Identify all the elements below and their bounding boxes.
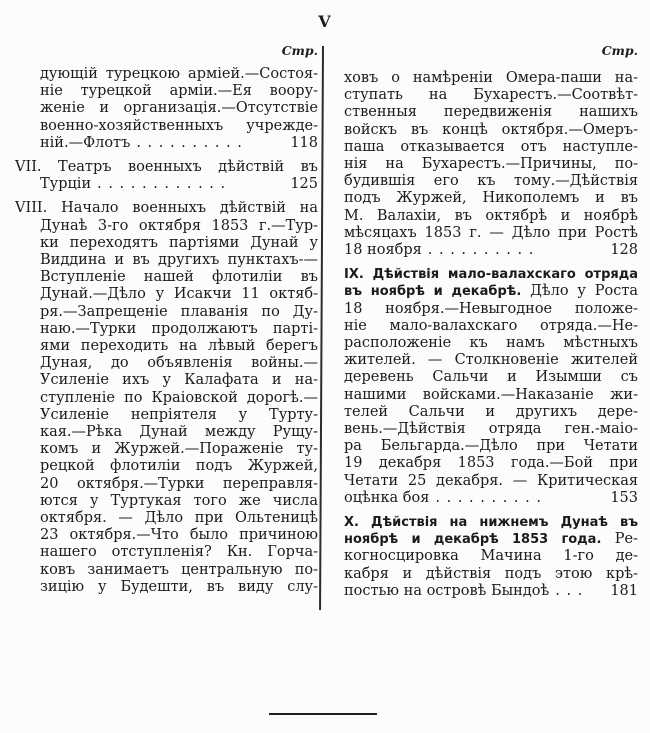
toc-line-text: ря.—Запрещеніе плаванія по Ду- xyxy=(40,303,318,320)
toc-line xyxy=(15,579,318,596)
toc-line xyxy=(15,176,318,193)
dot-leader: . . . . . . . . . . xyxy=(136,134,243,151)
toc-line xyxy=(15,286,318,303)
toc-line xyxy=(335,266,638,283)
toc-line-text: рецкой флотиліи подъ Журжей, xyxy=(40,458,318,475)
toc-line xyxy=(15,269,318,286)
toc-line xyxy=(15,338,318,355)
toc-line xyxy=(15,372,318,389)
toc-line xyxy=(335,190,638,207)
toc-line xyxy=(15,118,318,135)
toc-line xyxy=(15,304,318,321)
toc-line xyxy=(335,283,638,300)
toc-line-text: когносцировка Мачина 1-го де- xyxy=(344,548,638,565)
toc-line xyxy=(15,407,318,424)
toc-line xyxy=(335,473,638,490)
toc-line xyxy=(335,156,638,173)
toc-line xyxy=(335,455,638,472)
toc-line xyxy=(335,335,638,352)
toc-line xyxy=(15,235,318,252)
toc-line-text: кая.—Рѣка Дунай между Рущу- xyxy=(40,424,318,441)
toc-line-text: Вступленіе нашей флотиліи въ xyxy=(40,269,318,286)
toc-line xyxy=(15,159,318,176)
toc-column-left xyxy=(15,66,318,596)
toc-line xyxy=(15,135,318,152)
toc-line-text: М. Валахіи, въ октябрѣ и ноябрѣ xyxy=(344,207,638,224)
toc-line-text: Дунаѣ 3-го октября 1853 г.—Тур- xyxy=(40,217,318,234)
toc-line-text: деревень Сальчи и Изымши съ xyxy=(344,369,638,386)
toc-line-text: ноябрѣ и декабрѣ 1853 года. Ре- xyxy=(344,531,638,548)
right-column-page-abbrev-label: Стр. xyxy=(601,43,638,58)
toc-line-text: 18 ноября xyxy=(344,242,422,259)
toc-line-text: октября. — Дѣло при Ольтеницѣ xyxy=(40,510,318,527)
toc-line-text: постью на островѣ Бындоѣ xyxy=(344,582,550,599)
toc-entry xyxy=(335,266,638,507)
page-ref: 128 xyxy=(610,242,638,259)
toc-line-text: комъ и Журжей.—Пораженіе ту- xyxy=(40,441,318,458)
toc-line-text: телей Сальчи и другихъ дере- xyxy=(344,403,638,420)
toc-line xyxy=(335,514,638,531)
toc-line xyxy=(15,390,318,407)
toc-line xyxy=(15,458,318,475)
toc-line-text: Четати 25 декабря. — Критическая xyxy=(344,472,638,489)
toc-line-text: ки переходятъ партіями Дунай у xyxy=(40,234,318,251)
toc-entry xyxy=(335,70,638,259)
toc-entry xyxy=(15,200,318,596)
toc-line xyxy=(335,87,638,104)
column-divider-rule xyxy=(319,46,324,610)
toc-line-text: дующій турецкою арміей.—Состоя- xyxy=(40,66,318,82)
toc-line xyxy=(15,441,318,458)
toc-line xyxy=(335,387,638,404)
toc-line-text: ственныя передвиженія нашихъ xyxy=(344,104,638,121)
toc-line-text: 18 ноября.—Невыгодное положе- xyxy=(344,300,638,317)
toc-line xyxy=(335,139,638,156)
toc-line-text: X. Дѣйствія на нижнемъ Дунаѣ въ xyxy=(344,515,638,531)
toc-line xyxy=(335,531,638,548)
toc-line-text: наю.—Турки продолжаютъ парті- xyxy=(40,320,318,337)
toc-line xyxy=(335,548,638,565)
toc-line xyxy=(335,104,638,121)
toc-line-text: вень.—Дѣйствія отряда ген.-маіо- xyxy=(344,421,638,438)
toc-entry xyxy=(15,66,318,152)
toc-line-text: кабря и дѣйствія подъ этою крѣ- xyxy=(344,565,638,582)
toc-line xyxy=(335,173,638,190)
toc-line-text: военно-хозяйственныхъ учрежде- xyxy=(40,117,318,134)
dot-leader: . . . xyxy=(555,582,584,599)
toc-line-text: ступленіе по Краіовской дорогѣ.— xyxy=(40,389,318,406)
toc-line xyxy=(15,527,318,544)
toc-line-text: будившія его къ тому.—Дѣйствія xyxy=(344,173,638,190)
toc-entry xyxy=(15,159,318,193)
toc-line-text: ра Бельгарда.—Дѣло при Четати xyxy=(344,438,638,455)
toc-line-text: Дуная, до объявленія войны.— xyxy=(40,355,318,372)
toc-line-text: ями переходить на лѣвый берегъ xyxy=(40,338,318,355)
toc-line-text: мѣсяцахъ 1853 г. — Дѣло при Ростѣ xyxy=(344,224,638,241)
toc-line-text: женіе и организація.—Отсутствіе xyxy=(40,100,318,117)
toc-line xyxy=(15,562,318,579)
toc-line xyxy=(15,200,318,217)
toc-line xyxy=(15,321,318,338)
toc-line xyxy=(335,122,638,139)
toc-line xyxy=(335,242,638,259)
toc-line xyxy=(15,476,318,493)
toc-line-text: подъ Журжей, Никополемъ и въ xyxy=(344,190,638,207)
toc-line xyxy=(335,438,638,455)
page-ref: 153 xyxy=(610,489,638,506)
toc-line-text: нашими войсками.—Наказаніе жи- xyxy=(344,386,638,403)
toc-line xyxy=(335,583,638,600)
toc-line-text: 20 октября.—Турки переправля- xyxy=(40,475,318,492)
left-column-page-abbrev-label: Стр. xyxy=(281,43,318,58)
toc-line xyxy=(15,100,318,117)
toc-line xyxy=(15,424,318,441)
toc-line xyxy=(335,301,638,318)
toc-line-text: IX. Дѣйствія мало-валахскаго отряда xyxy=(344,267,638,283)
toc-line-text: Усиленіе ихъ у Калафата и на- xyxy=(40,372,318,389)
toc-line-text: оцѣнка боя xyxy=(344,489,430,506)
toc-line-text: Турціи xyxy=(40,176,92,193)
dot-leader: . . . . . . . . . . . . xyxy=(97,176,227,193)
toc-line-text: VIII. Начало военныхъ дѣйствій на xyxy=(15,200,318,217)
toc-line-text: ступать на Бухарестъ.—Соотвѣт- xyxy=(344,87,638,104)
toc-line-text: ніе турецкой арміи.—Ея воору- xyxy=(40,83,318,100)
toc-line xyxy=(335,352,638,369)
toc-line-text: жителей. — Столкновеніе жителей xyxy=(344,352,638,369)
toc-line-text: ній.—Флотъ xyxy=(40,134,131,151)
toc-line xyxy=(335,70,638,87)
toc-line xyxy=(335,225,638,242)
toc-line-text: VII. Театръ военныхъ дѣйствій въ xyxy=(15,159,318,176)
toc-line-text: ховъ о намѣреніи Омера-паши на- xyxy=(344,70,638,86)
toc-line-text: войскъ въ концѣ октября.—Омеръ- xyxy=(344,121,638,138)
page-ref: 118 xyxy=(290,134,318,151)
toc-line-text: ковъ занимаетъ центральную по- xyxy=(40,561,318,578)
page-ref: 125 xyxy=(290,176,318,193)
toc-line xyxy=(335,208,638,225)
toc-line-text: нашего отступленія? Кн. Горча- xyxy=(40,544,318,561)
toc-line xyxy=(335,490,638,507)
toc-line xyxy=(335,369,638,386)
toc-line-text: Виддина и въ другихъ пунктахъ-— xyxy=(40,252,318,269)
toc-line xyxy=(15,252,318,269)
toc-column-right xyxy=(335,70,638,600)
toc-line xyxy=(15,544,318,561)
toc-line xyxy=(15,66,318,83)
page-ref: 181 xyxy=(610,582,638,599)
toc-line-text: паша отказывается отъ наступле- xyxy=(344,138,638,155)
toc-line xyxy=(15,493,318,510)
toc-line-text: расположеніе къ намъ мѣстныхъ xyxy=(344,335,638,352)
toc-line xyxy=(15,83,318,100)
footer-rule xyxy=(269,713,377,715)
toc-line xyxy=(15,510,318,527)
toc-line xyxy=(335,318,638,335)
toc-line-text: Усиленіе непріятеля у Турту- xyxy=(40,406,318,423)
toc-line-text: нія на Бухарестъ.—Причины, по- xyxy=(344,156,638,173)
toc-line xyxy=(335,404,638,421)
dot-leader: . . . . . . . . . . xyxy=(435,489,542,506)
toc-line-text: 19 декабря 1853 года.—Бой при xyxy=(344,455,638,472)
toc-entry xyxy=(335,514,638,600)
toc-line xyxy=(335,566,638,583)
toc-line-text: ются у Туртукая того же числа xyxy=(40,492,318,509)
toc-line-text: Дунай.—Дѣло у Исакчи 11 октяб- xyxy=(40,286,318,303)
toc-line xyxy=(15,355,318,372)
toc-line-text: въ ноябрѣ и декабрѣ. Дѣло у Роста xyxy=(344,283,638,300)
toc-line-text: ніе мало-валахскаго отряда.—Не- xyxy=(344,317,638,334)
toc-line xyxy=(335,421,638,438)
dot-leader: . . . . . . . . . . xyxy=(427,242,535,259)
toc-line xyxy=(15,218,318,235)
toc-line-text: зицію у Будешти, въ виду слу- xyxy=(40,578,318,595)
page-number: V xyxy=(318,12,332,31)
toc-line-text: 23 октября.—Что было причиною xyxy=(40,527,318,544)
